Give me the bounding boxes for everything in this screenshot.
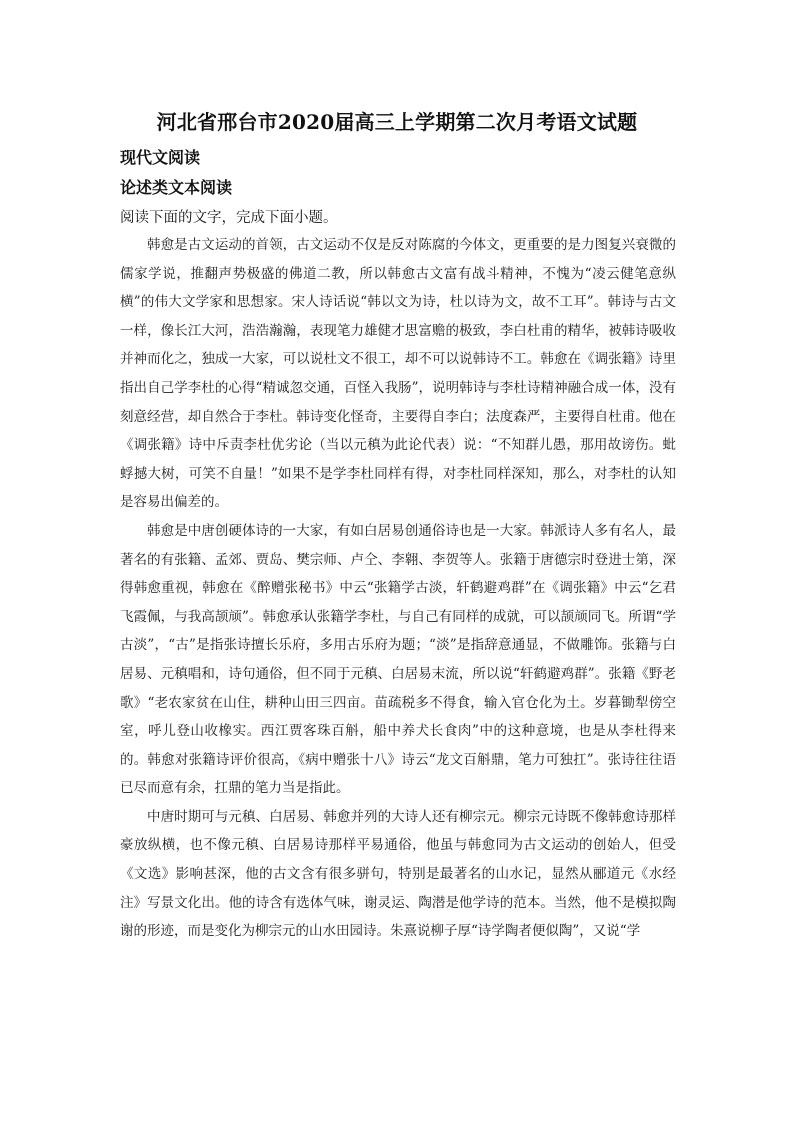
reading-passage [120, 231, 676, 946]
subsection-heading: 论述类文本阅读 [120, 178, 233, 197]
document-title: 河北省邢台市2020届高三上学期第二次月考语文试题 [156, 110, 638, 134]
passage-paragraph: 韩愈是中唐创硬体诗的一大家，有如白居易创通俗诗也是一大家。韩派诗人多有名人，最著名的有张籍、孟郊、贾岛、樊宗师、卢仝、李翱、李贺等人。张籍于唐德宗时登进士第，深得韩愈重视，韩愈在《醉赠张秘书》中云“张籍学古淡，轩鹤避鸡群”在《调张籍》中云“乞君飞霞佩，与我高颉颃”。韩愈承认张籍学李杜，与自己有同样的成就，可以颉颃同飞。所谓“学古淡”，“古”是指张诗擅长乐府，多用古乐府为题；“淡”是指辞意通显，不做雕饰。张籍与白居易、元稹唱和，诗句通俗，但不同于元稹、白居易末流，所以说“轩鹤避鸡群”。张籍《野老歌》“老农家贫在山住，耕种山田三四亩。苗疏税多不得食，输入官仓化为土。岁暮锄犁傍空室，呼儿登山收橡实。西江贾客珠百斛，船中养犬长食肉”中的这种意境，也是从李杜得来的。韩愈对张籍诗评价很高，《病中赠张十八》诗云“龙文百斛鼎，笔力可独扛”。张诗往往语已尽而意有余，扛鼎的笔力当是指此。 [120, 522, 676, 797]
reading-instruction: 阅读下面的文字，完成下面小题。 [120, 210, 338, 226]
passage-paragraph: 韩愈是古文运动的首领，古文运动不仅是反对陈腐的今体文，更重要的是力图复兴衰微的儒家学说，推翻声势极盛的佛道二教，所以韩愈古文富有战斗精神，不愧为“凌云健笔意纵横”的伟大文学家和思想家。宋人诗话说“韩以文为诗，杜以诗为文，故不工耳”。韩诗与古文一样，像长江大河，浩浩瀚瀚，表现笔力雄健才思富赡的极致，李白杜甫的精华，被韩诗吸收并神而化之，独成一大家，可以说杜文不很工，却不可以说韩诗不工。韩愈在《调张籍》诗里指出自己学李杜的心得“精诚忽交通，百怪入我肠”，说明韩诗与李杜诗精神融合成一体，没有刻意经营，却自然合于李杜。韩诗变化怪奇，主要得自李白；法度森严，主要得自杜甫。他在《调张籍》诗中斥责李杜优劣论（当以元稹为此论代表）说：“不知群儿愚，那用故谤伤。蚍蜉撼大树，可笑不自量！”如果不是学李杜同样有得，对李杜同样深知，那么，对李杜的认知是容易出偏差的。 [120, 237, 676, 511]
section-heading: 现代文阅读 [120, 148, 201, 167]
passage-paragraph: 中唐时期可与元稹、白居易、韩愈并列的大诗人还有柳宗元。柳宗元诗既不像韩愈诗那样豪放纵横，也不像元稹、白居易诗那样平易通俗，他虽与韩愈同为古文运动的创始人，但受《文选》影响甚深，他的古文含有很多骈句，特别是最著名的山水记，显然从郦道元《水经注》写景文化出。他的诗含有选体气味，谢灵运、陶潜是他学诗的范本。当然，他不是模拟陶谢的形迹，而是变化为柳宗元的山水田园诗。朱熹说柳子厚“诗学陶者便似陶”，又说“学 [120, 808, 676, 940]
